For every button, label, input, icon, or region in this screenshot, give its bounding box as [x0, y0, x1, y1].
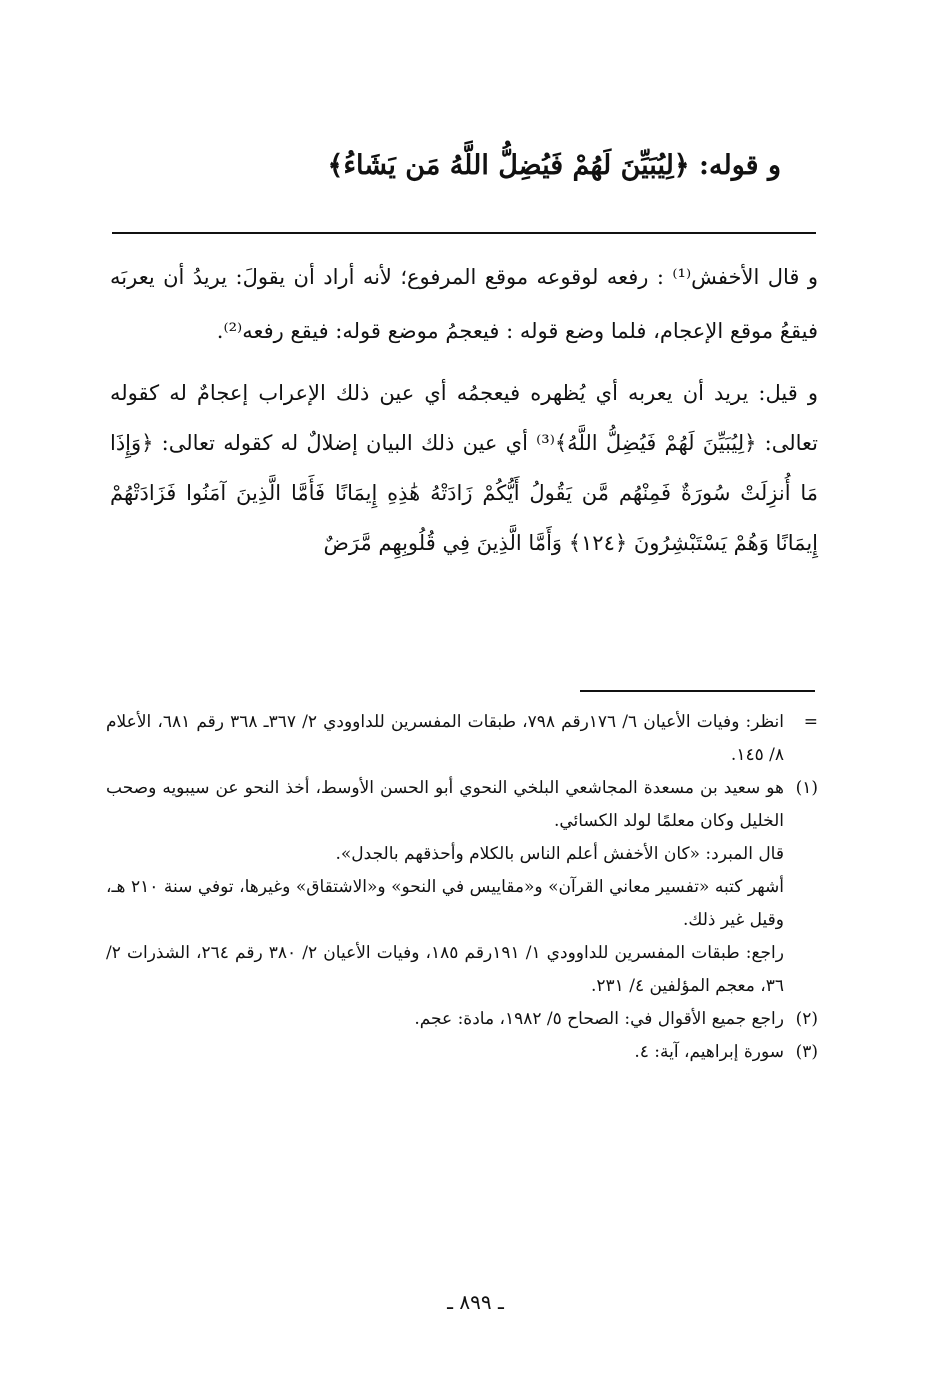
- paragraph-akhfash: و قال الأخفش⁽¹⁾ : رفعه لوقوعه موقع المرفوع؛ لأنه أراد أن يقولَ: يريدُ أن يعربَه فيقعُ موقع الإعجام، فلما وضع قوله : فيعجمُ موضع قوله: فيقع رفعه⁽²⁾.: [110, 265, 818, 343]
- footnote-marker: =: [803, 712, 818, 732]
- verse-heading: و قوله: ﴿لِيُبَيِّنَ لَهُمْ فَيُضِلُّ اللَّهُ مَن يَشَاءُ﴾: [327, 150, 781, 181]
- footnotes: [106, 706, 818, 1069]
- footnote-2: [106, 1003, 818, 1036]
- footnote-continuation: [106, 706, 818, 772]
- main-text: [110, 250, 818, 568]
- page-number: ـ ٨٩٩ ـ: [447, 1290, 504, 1314]
- footnote-divider: [580, 690, 815, 692]
- footnote-marker: (٣): [795, 1042, 818, 1062]
- footnote-line: هو سعيد بن مسعدة المجاشعي البلخي النحوي أبو الحسن الأوسط، أخذ النحو عن سيبويه وصحب الخليل وكان معلمًا لولد الكسائي.: [106, 778, 784, 831]
- footnote-marker: (١): [795, 778, 818, 798]
- footnote-line: سورة إبراهيم، آية: ٤.: [634, 1042, 784, 1062]
- footnote-3: [106, 1036, 818, 1069]
- footnote-line: راجع جميع الأقوال في: الصحاح ٥/ ١٩٨٢، مادة: عجم.: [414, 1009, 784, 1029]
- footnote-line: انظر: وفيات الأعيان ٦/ ١٧٦رقم ٧٩٨، طبقات المفسرين للداوودي ٢/ ٣٦٧ـ ٣٦٨ رقم ٦٨١، الأعلام ٨/ ١٤٥.: [106, 712, 785, 765]
- heading-divider: [112, 232, 816, 234]
- footnote-line: راجع: طبقات المفسرين للداوودي ١/ ١٩١رقم ١٨٥، وفيات الأعيان ٢/ ٣٨٠ رقم ٢٦٤، الشذرات ٢/ ٣٦، معجم المؤلفين ٤/ ٢٣١.: [106, 943, 784, 996]
- footnote-line: أشهر كتبه «تفسير معاني القرآن» و«مقاييس في النحو» و«الاشتقاق» وغيرها، توفي سنة ٢١٠ هـ، وقيل غير ذلك.: [106, 877, 785, 930]
- footnote-1: [106, 772, 818, 1003]
- footnote-line: قال المبرد: «كان الأخفش أعلم الناس بالكلام وأحذقهم بالجدل».: [335, 844, 784, 864]
- paragraph-qila: و قيل: يريد أن يعربه أي يُظهره فيعجمُه أي عين ذلك الإعراب إعجامٌ له كقوله تعالى: ﴿لِيُبَيِّنَ لَهُمْ فَيُضِلُّ اللَّهُ﴾⁽³⁾ أي عين ذلك البيان إضلالٌ له كقوله تعالى: ﴿وَإِذَا مَا أُنزِلَتْ سُورَةٌ فَمِنْهُم مَّن يَقُولُ أَيُّكُمْ زَادَتْهُ هَٰذِهِ إِيمَانًا فَأَمَّا الَّذِينَ آمَنُوا فَزَادَتْهُمْ إِيمَانًا وَهُمْ يَسْتَبْشِرُونَ ﴿١٢٤﴾ وَأَمَّا الَّذِينَ فِي قُلُوبِهِم مَّرَضٌ: [110, 381, 819, 555]
- footnote-marker: (٢): [795, 1009, 818, 1029]
